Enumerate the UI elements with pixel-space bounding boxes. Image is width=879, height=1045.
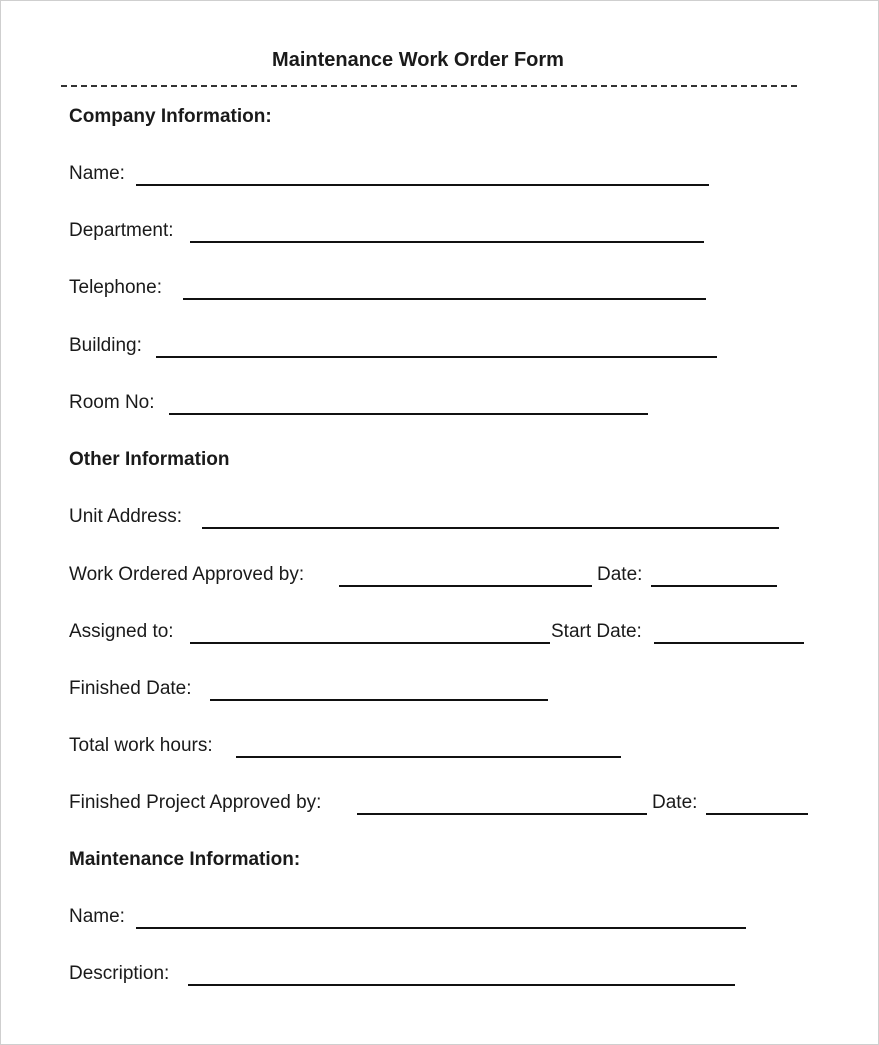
- assigned-field[interactable]: [190, 642, 550, 644]
- date1-label: Date:: [597, 564, 643, 585]
- maint-name-label: Name:: [69, 906, 125, 927]
- building-field[interactable]: [156, 356, 717, 358]
- section-other: Other Information: [69, 449, 230, 470]
- telephone-label: Telephone:: [69, 277, 162, 298]
- section-maintenance: Maintenance Information:: [69, 849, 301, 870]
- unit-address-field[interactable]: [202, 527, 779, 529]
- description-field[interactable]: [188, 984, 735, 986]
- total-hours-field[interactable]: [236, 756, 621, 758]
- name-field[interactable]: [136, 184, 709, 186]
- date1-field[interactable]: [651, 585, 777, 587]
- unit-address-label: Unit Address:: [69, 506, 182, 527]
- assigned-label: Assigned to:: [69, 621, 174, 642]
- work-ordered-label: Work Ordered Approved by:: [69, 564, 305, 585]
- room-label: Room No:: [69, 392, 155, 413]
- start-date-field[interactable]: [654, 642, 804, 644]
- title-divider: [61, 85, 797, 87]
- start-date-label: Start Date:: [551, 621, 642, 642]
- finished-project-label: Finished Project Approved by:: [69, 792, 322, 813]
- department-label: Department:: [69, 220, 174, 241]
- finished-date-field[interactable]: [210, 699, 548, 701]
- finished-date-label: Finished Date:: [69, 678, 192, 699]
- room-field[interactable]: [169, 413, 648, 415]
- total-hours-label: Total work hours:: [69, 735, 213, 756]
- telephone-field[interactable]: [183, 298, 706, 300]
- date2-field[interactable]: [706, 813, 808, 815]
- maint-name-field[interactable]: [136, 927, 746, 929]
- page-title: Maintenance Work Order Form: [272, 49, 564, 71]
- work-ordered-field[interactable]: [339, 585, 592, 587]
- department-field[interactable]: [190, 241, 704, 243]
- section-company: Company Information:: [69, 106, 272, 127]
- building-label: Building:: [69, 335, 142, 356]
- name-label: Name:: [69, 163, 125, 184]
- description-label: Description:: [69, 963, 170, 984]
- date2-label: Date:: [652, 792, 698, 813]
- finished-project-field[interactable]: [357, 813, 647, 815]
